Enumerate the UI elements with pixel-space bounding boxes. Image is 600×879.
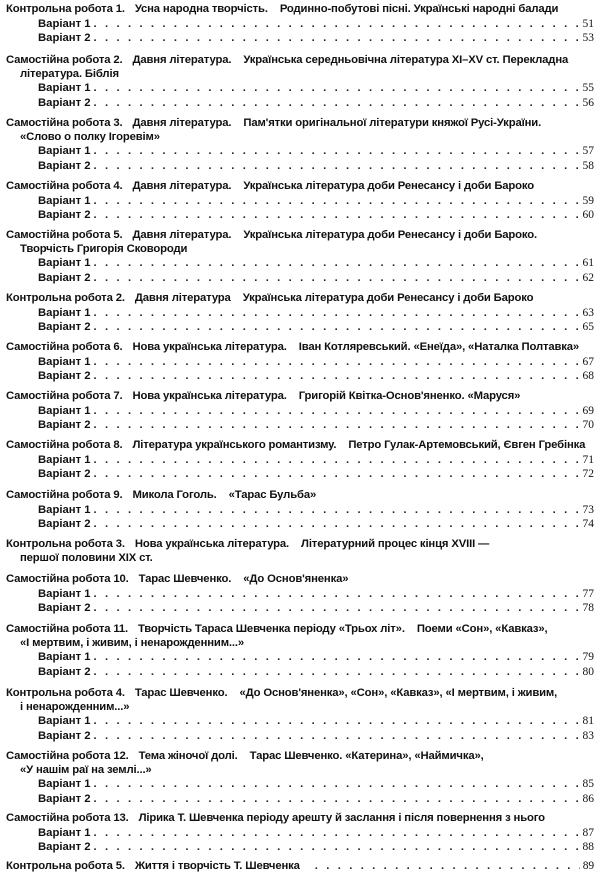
section-title: «До Основ'яненка» [243,573,349,585]
page-number: 79 [582,651,594,663]
variant-entry[interactable] [6,17,594,32]
section-category: Тарас Шевченко. [138,573,232,585]
page-number: 63 [582,306,594,319]
toc-section [6,180,594,223]
section-label: Самостійна робота 10. [6,573,129,585]
section-heading[interactable] [6,860,594,874]
variant-name: Варіант 1 [38,404,91,417]
section-title: Григорій Квітка-Основ'яненко. «Маруся» [298,390,521,402]
section-category: Давня література. [132,180,232,192]
toc-section [6,117,594,173]
page-number: 77 [582,587,594,600]
variant-name: Варіант 2 [38,665,91,678]
toc-section [6,3,594,46]
section-title: «Тарас Бульба» [228,489,317,501]
page-number: 59 [582,194,594,207]
section-category: Усна народна творчість. [134,3,268,15]
page-number: 62 [582,271,594,284]
variant-entry[interactable] [6,320,594,335]
variant-name: Варіант 1 [38,257,91,269]
page-number: 51 [582,17,594,30]
page-number: 87 [582,826,594,839]
section-category: Нова українська література. [134,538,290,550]
section-title: Поеми «Сон», «Кавказ», [416,623,548,635]
section-label: Самостійна робота 12. [6,750,129,762]
page-number: 73 [582,503,594,516]
variant-entry[interactable] [6,453,594,468]
section-category: Література українського романтизму. [132,439,337,451]
section-label: Самостійна робота 3. [6,117,123,129]
section-label: Самостійна робота 4. [6,180,123,192]
variant-entry[interactable] [6,467,594,482]
variant-name: Варіант 2 [38,518,91,531]
section-title-continued: і ненарожденним...» [20,700,130,713]
page-number: 61 [582,257,594,269]
section-category: Нова українська література. [132,390,287,402]
page-number: 56 [582,96,594,109]
section-title: Родинно-побутові пісні. Українські народні балади [279,3,559,15]
page-number: 58 [582,159,594,172]
variant-entry[interactable] [6,404,594,419]
section-title: Українська література доби Ренесансу і доби Бароко. [243,229,538,241]
toc-section [6,489,594,532]
section-title-continued: література. Біблія [20,67,119,80]
section-heading [6,3,594,17]
section-category: Давня література. [132,229,232,241]
page-number: 69 [582,404,594,417]
variant-name: Варіант 2 [38,32,91,45]
page-number: 65 [582,321,594,334]
section-heading [6,439,594,453]
section-heading [6,812,594,826]
variant-entry[interactable] [6,517,594,532]
variant-entry[interactable] [6,355,594,370]
section-category: Микола Гоголь. [132,489,217,501]
section-heading [6,117,594,131]
section-title: «До Основ'яненка», «Сон», «Кавказ», «І мертвим, і живим, [239,687,558,699]
variant-entry[interactable] [6,306,594,321]
variant-name: Варіант 1 [38,651,91,663]
variant-entry[interactable] [6,650,594,665]
page-number: 86 [582,792,594,805]
variant-name: Варіант 1 [38,17,91,30]
variant-name: Варіант 2 [38,159,91,172]
section-heading [6,341,594,355]
variant-entry[interactable] [6,194,594,209]
variant-entry[interactable] [6,665,594,680]
toc-section [6,390,594,433]
variant-name: Варіант 2 [38,321,91,334]
section-label: Контрольна робота 2. [6,292,125,304]
variant-entry[interactable] [6,31,594,46]
variant-name: Варіант 1 [38,715,91,727]
section-category: Давня література. [132,117,232,129]
variant-name: Варіант 1 [38,826,91,839]
page-number: 81 [582,715,594,727]
variant-entry[interactable] [6,418,594,433]
section-title: Українська середньовічна література XI–XV ст. Перекладна [243,54,569,66]
variant-name: Варіант 2 [38,841,91,854]
toc-section [6,538,594,565]
variant-name: Варіант 1 [38,355,91,368]
page-number: 78 [582,602,594,615]
variant-entry[interactable] [6,96,594,111]
section-label: Самостійна робота 11. [6,623,128,635]
variant-name: Варіант 1 [38,306,91,319]
section-title-continued: «І мертвим, і живим, і ненарожденним...» [20,636,245,649]
toc-section [6,812,594,855]
section-title-continued: першої половини XIX ст. [20,551,153,564]
page-number: 89 [582,860,594,872]
variant-name: Варіант 2 [38,602,91,615]
variant-entry[interactable] [6,144,594,159]
page-number: 83 [582,729,594,742]
section-title: Літературний процес кінця XVIII — [301,538,490,550]
variant-entry[interactable] [6,256,594,271]
variant-name: Варіант 1 [38,778,91,790]
section-label: Самостійна робота 13. [6,812,129,824]
variant-entry[interactable] [6,826,594,841]
toc-section [6,341,594,384]
variant-name: Варіант 2 [38,209,91,222]
variant-name: Варіант 2 [38,96,91,109]
section-title: Петро Гулак-Артемовський, Євген Гребінка [348,439,586,451]
variant-name: Варіант 2 [38,419,91,432]
variant-name: Варіант 2 [38,729,91,742]
page-number: 80 [582,665,594,678]
variant-name: Варіант 1 [38,503,91,516]
section-category: Тема жіночої долі. [138,750,238,762]
variant-entry[interactable] [6,729,594,744]
page-number: 57 [582,145,594,157]
section-category: Лірика Т. Шевченка періоду арешту й заслання і після повернення з нього [138,812,545,824]
section-label: Контрольна робота 4. [6,687,125,699]
section-label: Самостійна робота 2. [6,54,123,66]
variant-entry[interactable] [6,840,594,855]
section-title: Іван Котляревський. «Енеїда», «Наталка Полтавка» [298,341,580,353]
section-heading [6,390,594,404]
variant-name: Варіант 1 [38,587,91,600]
section-title: Українська література доби Ренесансу і доби Бароко [243,180,535,192]
variant-entry[interactable] [6,792,594,807]
section-label: Контрольна робота 5. [6,860,125,872]
page-number: 67 [582,355,594,368]
section-heading [6,538,594,552]
variant-entry[interactable] [6,503,594,518]
page-number: 60 [582,209,594,222]
section-category: Нова українська література. [132,341,287,353]
toc-section [6,439,594,482]
section-heading [6,489,594,503]
section-heading [6,292,594,306]
variant-entry[interactable] [6,81,594,96]
section-title: Українська література доби Ренесансу і доби Бароко [242,292,534,304]
variant-name: Варіант 1 [38,145,91,157]
page-number: 88 [582,841,594,854]
toc-section [6,229,594,285]
section-category: Давня література [134,292,231,304]
variant-entry[interactable] [6,271,594,286]
section-label: Самостійна робота 6. [6,341,123,353]
section-heading [6,54,594,68]
section-title: Тарас Шевченко. «Катерина», «Наймичка», [249,750,484,762]
page-number: 71 [582,453,594,466]
variant-entry[interactable] [6,714,594,729]
section-heading [6,573,594,587]
toc-section [6,54,594,110]
section-heading [6,180,594,194]
page-number: 68 [582,370,594,383]
variant-name: Варіант 2 [38,370,91,383]
toc-section [6,687,594,743]
section-label: Самостійна робота 9. [6,489,123,501]
section-label: Самостійна робота 7. [6,390,123,402]
variant-name: Варіант 1 [38,82,91,94]
variant-entry[interactable] [6,601,594,616]
section-title: Пам'ятки оригінальної літератури княжої Русі-України. [243,117,542,129]
variant-entry[interactable] [6,208,594,223]
page-number: 74 [582,518,594,531]
toc-section [6,623,594,679]
section-label: Самостійна робота 5. [6,229,123,241]
variant-name: Варіант 1 [38,453,91,466]
section-heading [6,750,594,764]
section-heading [6,229,594,243]
section-heading [6,623,594,637]
toc-section [6,292,594,335]
page-number: 70 [582,419,594,432]
section-category: Життя і творчість Т. Шевченка [134,860,300,872]
section-label: Контрольна робота 3. [6,538,125,550]
toc-section [6,573,594,616]
toc-section [6,860,594,874]
variant-entry[interactable] [6,587,594,602]
variant-entry[interactable] [6,159,594,174]
section-label: Самостійна робота 8. [6,439,123,451]
page-number: 72 [582,468,594,481]
toc-section [6,750,594,806]
section-category: Тарас Шевченко. [134,687,228,699]
section-title-continued: «У нашім раї на землі...» [20,763,152,776]
page-number: 85 [582,778,594,790]
page-number: 53 [582,32,594,45]
page-number: 55 [582,82,594,94]
variant-name: Варіант 2 [38,792,91,805]
variant-entry[interactable] [6,777,594,792]
section-title-continued: Творчість Григорія Сковороди [20,242,188,255]
section-heading [6,687,594,701]
variant-entry[interactable] [6,369,594,384]
section-category: Творчість Тараса Шевченка періоду «Трьох літ». [137,623,405,635]
section-title-continued: «Слово о полку Ігоревім» [20,130,160,143]
variant-name: Варіант 2 [38,271,91,284]
variant-name: Варіант 1 [38,194,91,207]
section-label: Контрольна робота 1. [6,3,125,15]
variant-name: Варіант 2 [38,468,91,481]
section-category: Давня література. [132,54,232,66]
